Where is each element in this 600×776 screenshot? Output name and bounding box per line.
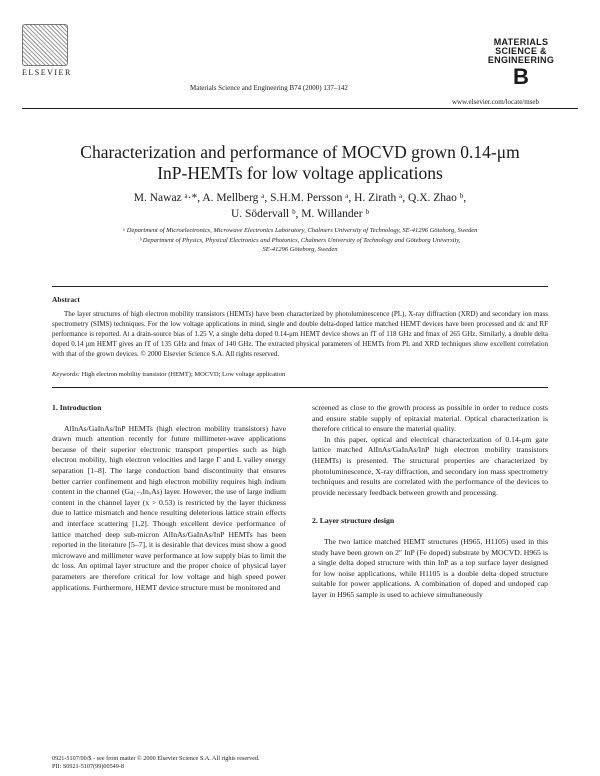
- keywords-label: Keywords:: [52, 371, 80, 378]
- intro-continuation-paragraph: screened as close to the growth process as possible in order to reduce costs and ensure stable supply of epitaxial material. Optical characterization is therefore critical to ensure the material quality.: [312, 403, 548, 434]
- elsevier-tree-logo: [22, 24, 68, 66]
- journal-section-letter: B: [513, 64, 529, 89]
- right-column: [312, 403, 548, 601]
- abstract-bottom-rule: [52, 387, 548, 388]
- keywords: [52, 371, 548, 378]
- left-column: [52, 403, 286, 593]
- journal-citation: Materials Science and Engineering B74 (2000) 137–142: [190, 84, 348, 92]
- journal-title-line: ENGINEERING: [487, 55, 555, 65]
- title-line: InP-HEMTs for low voltage applications: [157, 163, 443, 183]
- affiliation-b-cont: SE-41296 Göteborg, Sweden: [262, 246, 338, 253]
- keywords-value: High electron mobility transistor (HEMT); MOCVD; Low voltage application: [81, 371, 286, 378]
- title-line: Characterization and performance of MOCVD grown 0.14-μm: [80, 142, 520, 162]
- article-title: [40, 142, 560, 184]
- section-heading-layer-structure: 2. Layer structure design: [312, 516, 395, 526]
- journal-title-line: SCIENCE &: [495, 46, 547, 56]
- affiliation-a: ᵃ Department of Microelectronics, Microwave Electronics Laboratory, Chalmers University of Technology, SE-41296 Göteborg, Sweden: [122, 227, 478, 234]
- header-rule: [22, 108, 578, 109]
- journal-title: [476, 38, 566, 65]
- affiliations: [40, 226, 560, 255]
- intro-paragraph: AlInAs/GaInAs/InP HEMTs (high electron mobility transistors) have drawn much attention recently for future millimeter-wave applications because of their superior electronic transport properties such as high electron mobility, high electron velocities and large Γ and L valley energy separation [1–8]. The large conduction band discontinuity that ensures better carrier confinement and high electron mobility requires high indium content in the channel (Ga₁₋ₓInₓAs) layer. However, the use of large indium content in the channel layer (x > 0.53) is restricted by the layer thickness due to lattice mismatch and hence resulting deleterious lattice strain effects and interface scattering [1,2]. Though excellent device performance of lattice matched deep sub-micron AlInAs/GaInAs/InP HEMTs has been reported in the literature [5–7], it is desirable that devices must show a good microwave and millimeter wave performance at low supply bias to limit the dc loss. An optimal layer structure and the proper choice of physical layer parameters are therefore critical for low voltage and high speed power applications. Furthermore, HEMT device structure must be monitored and: [52, 423, 286, 592]
- abstract-top-rule: [52, 286, 548, 287]
- journal-title-line: MATERIALS: [493, 37, 549, 47]
- copyright-line: 0921-5107/00/$ - see front matter © 2000 Elsevier Science S.A. All rights reserved.: [52, 755, 260, 762]
- journal-url[interactable]: www.elsevier.com/locate/mseb: [452, 98, 540, 106]
- footer: [52, 755, 260, 771]
- section-heading-introduction: 1. Introduction: [52, 403, 102, 412]
- authors-line: M. Nawaz ᵃ·*, A. Mellberg ᵃ, S.H.M. Persson ᵃ, H. Zirath ᵃ, Q.X. Zhao ᵇ,: [133, 192, 467, 204]
- intro-paragraph-2: In this paper, optical and electrical characterization of 0.14-μm gate lattice matched AlInAs/GaInAs/InP high electron mobility transistors (HEMTs) is presented. The structural properties are characterized by photoluminescence, X-ray diffraction, and secondary ion mass spectrometry techniques and results are correlated with the performance of the devices to provide necessary feedback between growth and processing.: [312, 434, 548, 497]
- publisher-name: ELSEVIER: [22, 68, 72, 77]
- authors-line: U. Södervall ᵇ, M. Willander ᵇ: [230, 208, 370, 220]
- pii-line: PII: S0921-5107(99)00549-8: [52, 763, 125, 770]
- affiliation-b: ᵇ Department of Physics, Physical Electronics and Photonics, Chalmers University of Technology and Göteborg University,: [139, 236, 461, 244]
- layer-structure-paragraph: The two lattice matched HEMT structures (H965, H1105) used in this study have been grown on 2″ InP (Fe doped) substrate by MOCVD. H965 is a single delta doped structure with thin InP as a top surface layer designed for low noise applications, while H1105 is a double delta doped structure suitable for power applications. A combination of doped and undoped cap layer in H965 sample is used to achieve simultaneously: [312, 536, 548, 599]
- abstract-heading: Abstract: [52, 295, 80, 304]
- author-list: [40, 190, 560, 222]
- abstract-text: The layer structures of high electron mobility transistors (HEMTs) have been characterized by photoluminescence (PL), X-ray diffraction (XRD) and secondary ion mass spectrometry (SIMS) techniques. For the low voltage applications in mind, single and double delta-doped lattice matched HEMT devices have been processed and dc and RF performance is reported. At a drain-source bias of 1.25 V, a single delta doped 0.14-μm HEMT device shows an fT of 118 GHz and fmax of 265 GHz. Similarly, a double delta doped 0.14 μm HEMT gives an fT of 135 GHz and fmax of 140 GHz. The extracted physical parameters of HEMTs from PL and XRD techniques show excellent correlation with that of the grown devices. © 2000 Elsevier Science S.A. All rights reserved.: [52, 310, 548, 358]
